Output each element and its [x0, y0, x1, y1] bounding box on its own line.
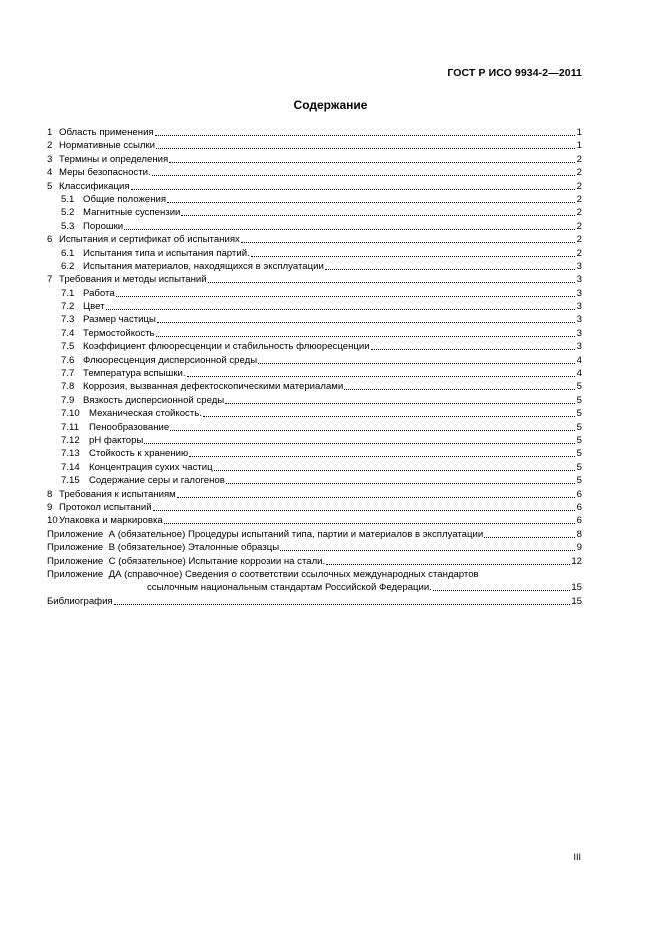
toc-entry	[47, 380, 582, 393]
toc-entry-page: 5	[576, 461, 582, 473]
toc-entry-label: С (обязательное) Испытание коррозии на стали.	[108, 555, 326, 567]
toc-entry	[47, 367, 582, 380]
toc-entry-page: 5	[576, 448, 582, 460]
toc-entry	[47, 394, 582, 407]
toc-entry-label: Нормативные ссылки	[59, 140, 156, 152]
toc-entry-page: 2	[576, 153, 582, 165]
toc-entry	[47, 287, 582, 300]
dot-leader	[114, 595, 571, 605]
toc-entry-label: ДА (справочное) Сведения о соответствии ссылочных международных стандартов	[108, 568, 479, 580]
toc-entry	[47, 220, 582, 233]
toc-entry-number: 4	[47, 167, 53, 179]
dot-leader	[241, 233, 575, 243]
toc-entry	[47, 555, 582, 568]
toc-entry-number: 7.14	[61, 461, 80, 473]
toc-entry-number: 7	[47, 274, 53, 286]
toc-entry-page: 5	[576, 421, 582, 433]
toc-entry-page: 5	[576, 408, 582, 420]
toc-entry	[47, 461, 582, 474]
toc-entry-number: Приложение	[47, 542, 104, 554]
toc-entry-label: Упаковка и маркировка	[59, 515, 163, 527]
toc-entry	[47, 528, 582, 541]
toc-entry-number: 7.9	[61, 394, 75, 406]
toc-entry-label: Требования к испытаниям	[59, 488, 176, 500]
toc-entry	[47, 501, 582, 514]
toc-entry	[47, 300, 582, 313]
toc-entry-number: 5.2	[61, 207, 75, 219]
toc-entry	[47, 273, 582, 286]
toc-entry	[47, 260, 582, 273]
dot-leader	[326, 555, 570, 565]
standard-code: ГОСТ Р ИСО 9934-2—2011	[447, 67, 582, 79]
dot-leader	[144, 434, 575, 444]
toc-entry-page: 2	[576, 247, 582, 259]
toc-entry-number: 5.3	[61, 220, 75, 232]
toc-entry	[47, 139, 582, 152]
toc-entry-number: 6.1	[61, 247, 75, 259]
toc-entry-number: 7.11	[61, 421, 79, 433]
dot-leader	[208, 273, 575, 283]
toc-entry-number: Приложение	[47, 528, 104, 540]
toc-entry-label: Коррозия, вызванная дефектоскопическими материалами	[83, 381, 344, 393]
toc-entry-label: Цвет	[83, 301, 105, 313]
dot-leader	[124, 220, 575, 230]
dot-leader	[325, 260, 575, 270]
toc-entry-number: 7.12	[61, 434, 80, 446]
toc-entry-number: 8	[47, 488, 53, 500]
toc-entry-page: 5	[576, 381, 582, 393]
dot-leader	[131, 180, 575, 190]
toc-entry	[47, 541, 582, 554]
toc-entry-page: 15	[571, 595, 582, 607]
toc-entry-number: 7.13	[61, 448, 80, 460]
toc-entry-label: Содержание серы и галогенов	[89, 475, 225, 487]
toc-entry-page: 3	[576, 287, 582, 299]
toc-entry-label: А (обязательное) Процедуры испытаний типа, партии и материалов в эксплуатации	[108, 528, 484, 540]
toc-entry	[47, 247, 582, 260]
toc-entry	[47, 340, 582, 353]
toc-entry-label: Температура вспышки.	[83, 368, 186, 380]
toc-entry-label: Испытания типа и испытания партий.	[83, 247, 250, 259]
toc-entry-page: 3	[576, 327, 582, 339]
toc-entry	[47, 193, 582, 206]
toc-entry-page: 4	[576, 368, 582, 380]
toc-entry-label: Коэффициент флюоресценции и стабильность флюоресценции	[83, 341, 370, 353]
toc-entry	[47, 407, 582, 420]
toc-entry-number: 6	[47, 234, 53, 246]
dot-leader	[164, 514, 575, 524]
toc-entry-page: 1	[576, 127, 582, 138]
dot-leader	[169, 153, 575, 163]
toc-entry-page: 12	[571, 555, 582, 567]
toc-entry-label: Общие положения	[83, 193, 167, 205]
toc-entry	[47, 166, 582, 179]
toc-entry-page: 5	[576, 394, 582, 406]
toc-entry-label: Стойкость к хранению	[89, 448, 189, 460]
toc-entry-page: 2	[576, 180, 582, 192]
toc-entry-label: Флюоресценция дисперсионной среды	[83, 354, 258, 366]
toc-entry-page: 2	[576, 207, 582, 219]
toc-entry	[47, 180, 582, 193]
toc-entry-page: 2	[576, 167, 582, 179]
toc-entry-number: 7.6	[61, 354, 75, 366]
dot-leader	[226, 474, 575, 484]
toc-entry-label: Протокол испытаний	[59, 501, 152, 513]
page-number: III	[573, 852, 581, 862]
toc-entry-number: 7.10	[61, 408, 80, 420]
toc-entry-page: 9	[576, 542, 582, 554]
toc-entry-page: 1	[576, 140, 582, 152]
toc-entry-label: Магнитные суспензии	[83, 207, 181, 219]
toc-entry-page: 3	[576, 314, 582, 326]
toc-entry-label: Классификация	[59, 180, 130, 192]
toc-entry-label: Меры безопасности.	[59, 167, 151, 179]
dot-leader	[177, 488, 575, 498]
toc-entry-number: 7.5	[61, 341, 75, 353]
dot-leader	[484, 528, 575, 538]
toc-entry-label: Термины и определения	[59, 153, 169, 165]
dot-leader	[433, 581, 570, 591]
dot-leader	[170, 421, 575, 431]
toc-entry-label: Требования и методы испытаний	[59, 274, 207, 286]
toc-entry-number: 2	[47, 140, 53, 152]
dot-leader	[181, 206, 575, 216]
toc-entry-label: ссылочным национальным стандартам Российской Федерации.	[147, 582, 432, 594]
toc-entry-page: 4	[576, 354, 582, 366]
toc-entry	[47, 488, 582, 501]
toc-entry	[47, 153, 582, 166]
page-title: Содержание	[293, 98, 368, 112]
toc-entry-page: 3	[576, 274, 582, 286]
toc-entry-label: Концентрация сухих частиц	[89, 461, 213, 473]
toc-entry	[47, 354, 582, 367]
toc-entry-page: 2	[576, 220, 582, 232]
dot-leader	[153, 501, 575, 511]
toc-entry	[47, 568, 582, 581]
dot-leader	[156, 139, 575, 149]
toc-entry	[47, 233, 582, 246]
toc-entry-label: Испытания и сертификат об испытаниях	[59, 234, 240, 246]
table-of-contents	[47, 126, 582, 608]
dot-leader	[187, 367, 575, 377]
toc-entry-label: В (обязательное) Эталонные образцы	[108, 542, 280, 554]
toc-entry	[47, 447, 582, 460]
toc-entry-page: 15	[571, 582, 582, 594]
toc-entry	[47, 313, 582, 326]
dot-leader	[371, 340, 575, 350]
toc-entry-number: 7.8	[61, 381, 75, 393]
toc-entry	[47, 421, 582, 434]
toc-entry	[47, 327, 582, 340]
toc-entry-number: 1	[47, 127, 53, 138]
dot-leader	[156, 327, 575, 337]
toc-entry-page: 3	[576, 260, 582, 272]
dot-leader	[344, 380, 575, 390]
dot-leader	[157, 313, 575, 323]
toc-entry	[47, 514, 582, 527]
dot-leader	[116, 287, 575, 297]
toc-entry-page: 8	[576, 528, 582, 540]
toc-entry-number: 6.2	[61, 260, 75, 272]
dot-leader	[251, 247, 575, 257]
toc-entry-number: Приложение	[47, 568, 104, 580]
toc-entry-page: 5	[576, 475, 582, 487]
toc-entry-continuation	[47, 581, 582, 594]
toc-entry-label: Вязкость дисперсионной среды	[83, 394, 225, 406]
dot-leader	[203, 407, 575, 417]
toc-entry	[47, 126, 582, 139]
dot-leader	[106, 300, 576, 310]
dot-leader	[280, 541, 575, 551]
dot-leader	[258, 354, 575, 364]
toc-entry-page: 3	[576, 301, 582, 313]
toc-entry-label: Область применения	[59, 127, 154, 138]
toc-entry-label: Порошки	[83, 220, 124, 232]
toc-entry-label: Пенообразование	[89, 421, 170, 433]
toc-entry	[47, 595, 582, 608]
toc-entry-number: 7.3	[61, 314, 75, 326]
toc-entry-number: 9	[47, 501, 53, 513]
toc-entry-number: 3	[47, 153, 53, 165]
dot-leader	[225, 394, 575, 404]
toc-entry-page: 6	[576, 501, 582, 513]
toc-entry-label: Библиография	[47, 595, 113, 607]
toc-entry	[47, 206, 582, 219]
toc-entry-label: Размер частицы	[83, 314, 156, 326]
toc-entry-number: 5.1	[61, 193, 75, 205]
toc-entry	[47, 474, 582, 487]
toc-entry-page: 2	[576, 193, 582, 205]
toc-entry-number: 7.7	[61, 368, 75, 380]
toc-entry-number: 10	[47, 515, 58, 527]
toc-entry-number: 5	[47, 180, 53, 192]
dot-leader	[214, 461, 575, 471]
toc-entry-label: Испытания материалов, находящихся в эксплуатации	[83, 260, 324, 272]
toc-entry-page: 5	[576, 434, 582, 446]
toc-entry-number: 7.15	[61, 475, 80, 487]
dot-leader	[189, 447, 575, 457]
toc-entry-number: 7.4	[61, 327, 75, 339]
dot-leader	[152, 166, 575, 176]
toc-entry-number: 7.1	[61, 287, 75, 299]
toc-entry-label: Термостойкость	[83, 327, 155, 339]
toc-entry-number: 7.2	[61, 301, 75, 313]
toc-entry-label: Работа	[83, 287, 115, 299]
toc-entry-page: 6	[576, 515, 582, 527]
toc-entry-page: 3	[576, 341, 582, 353]
toc-entry-page: 6	[576, 488, 582, 500]
toc-entry-number: Приложение	[47, 555, 104, 567]
toc-entry-label: pH факторы	[89, 434, 144, 446]
dot-leader	[167, 193, 575, 203]
toc-entry-page: 2	[576, 234, 582, 246]
toc-entry-label: Механическая стойкость.	[89, 408, 202, 420]
dot-leader	[155, 126, 575, 136]
toc-entry	[47, 434, 582, 447]
